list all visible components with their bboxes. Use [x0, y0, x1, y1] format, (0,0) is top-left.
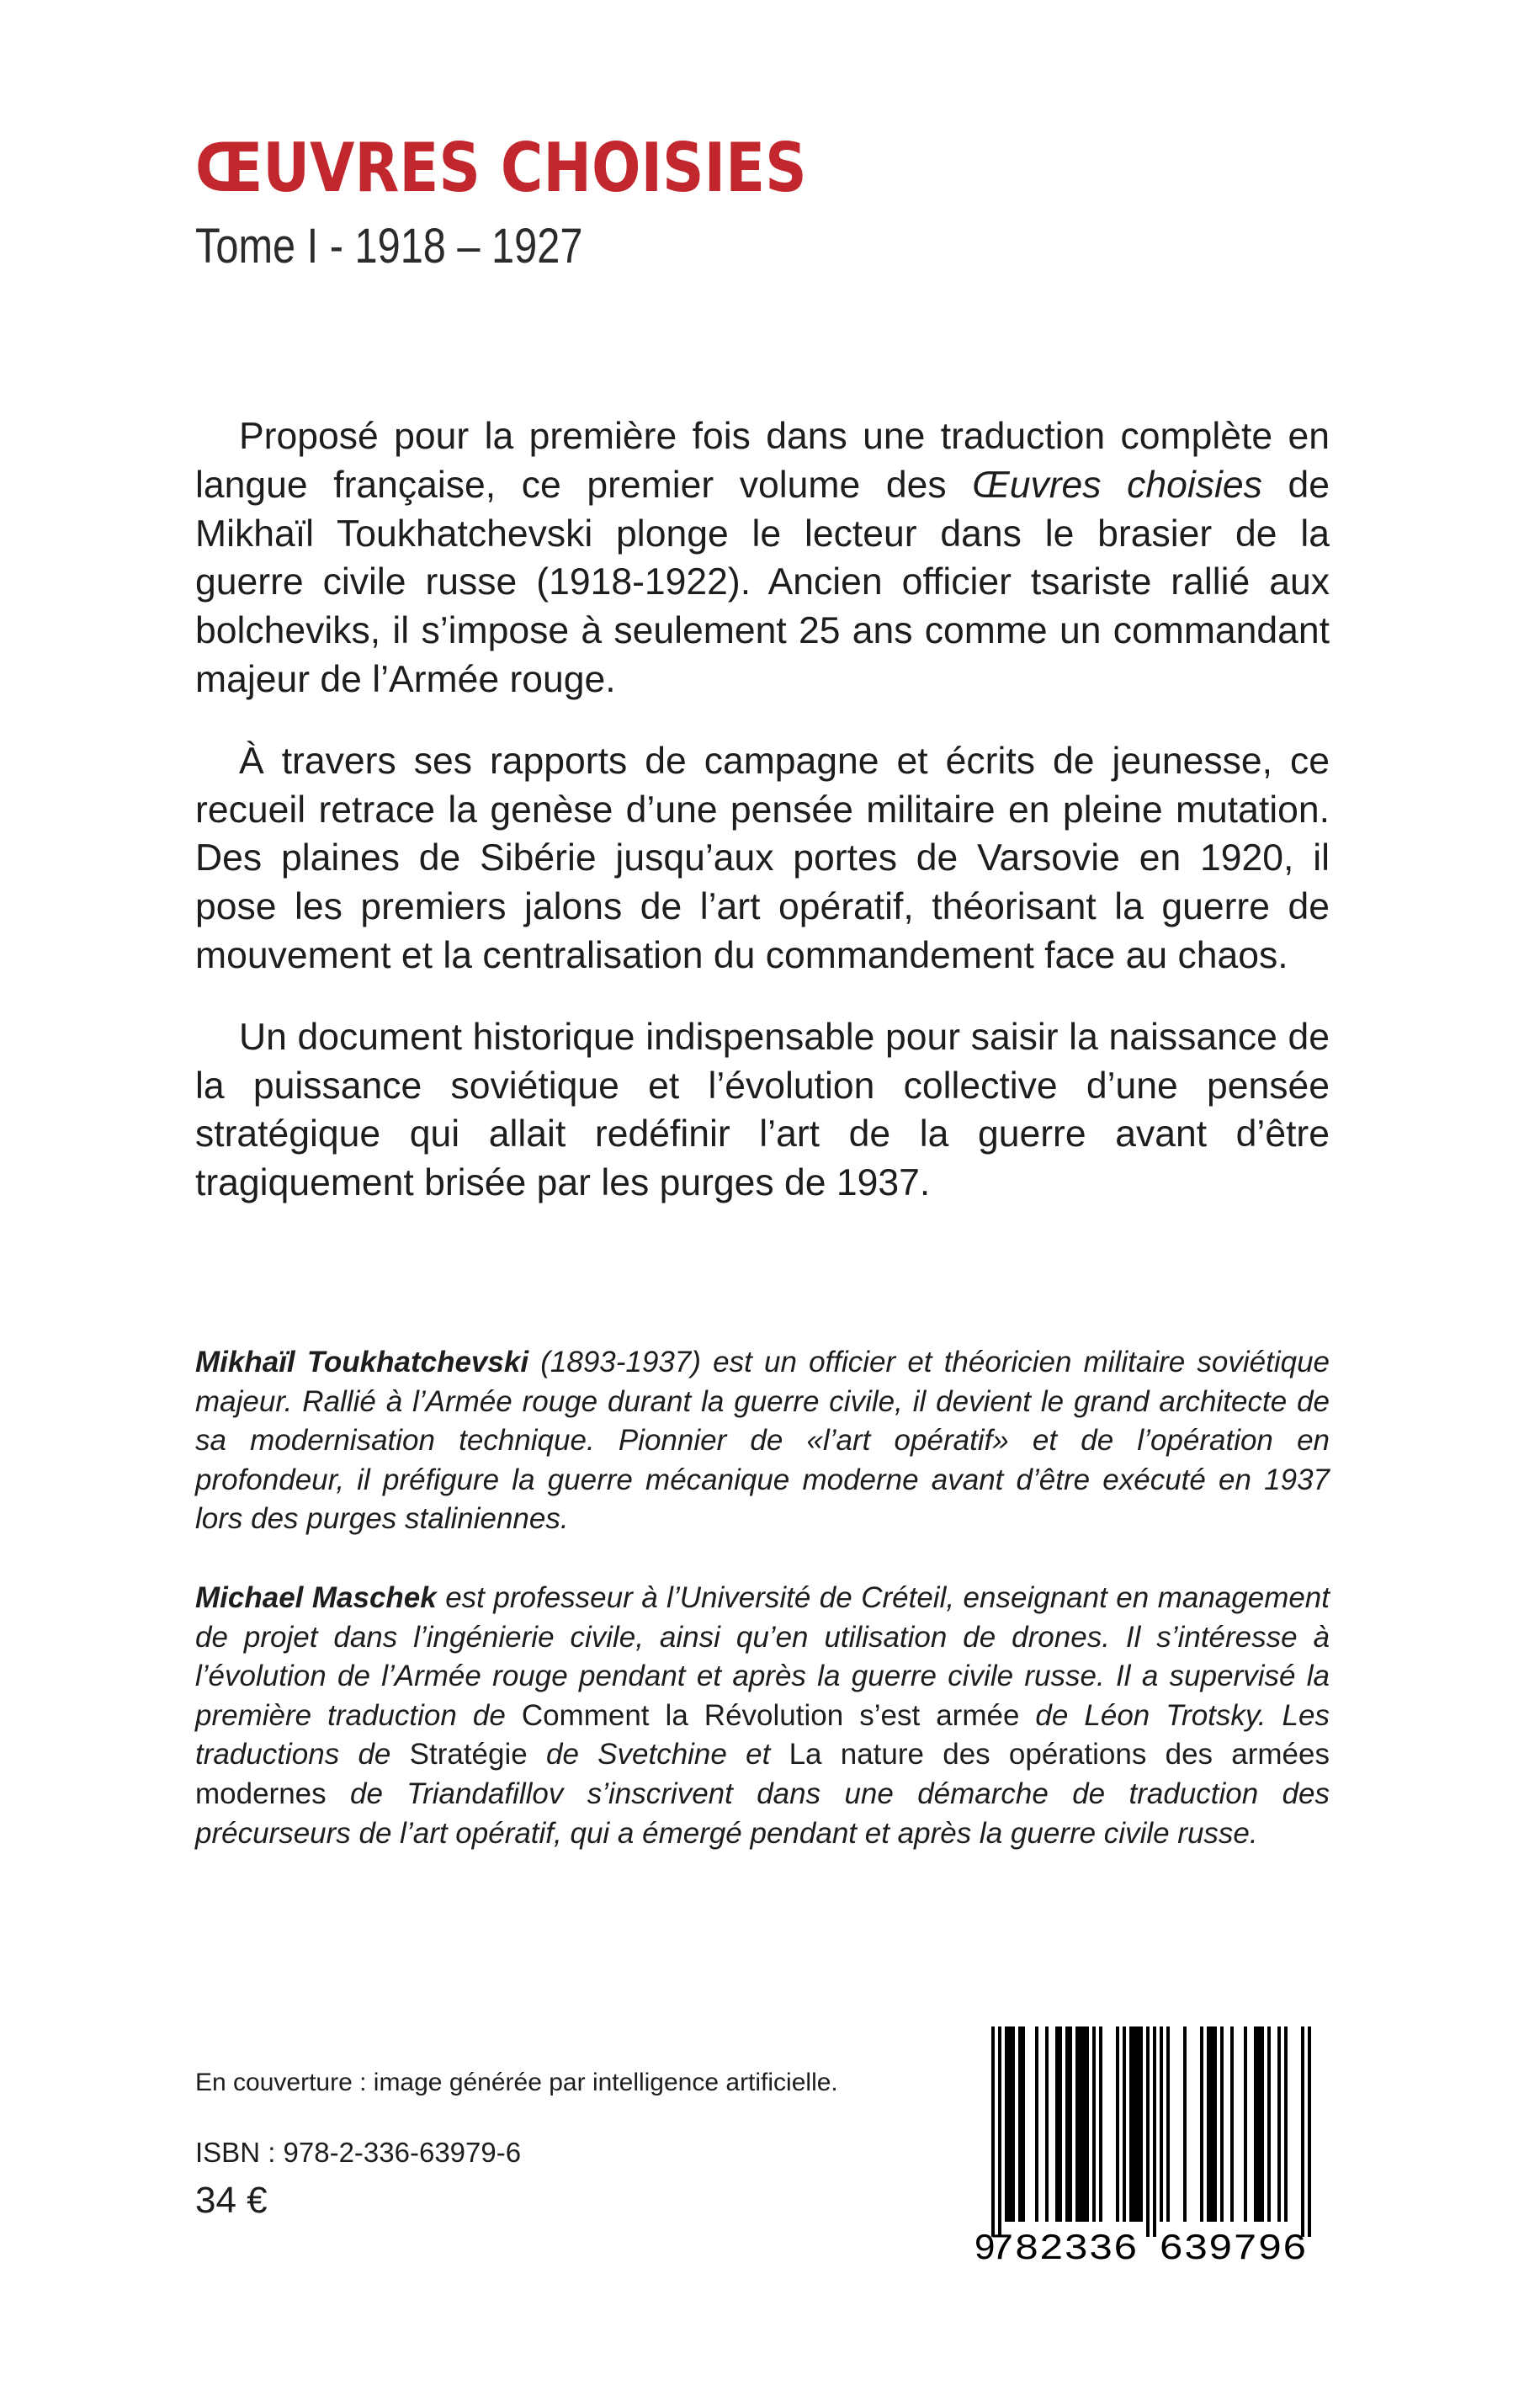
barcode-bar [1139, 2026, 1143, 2222]
barcode-bar [1055, 2026, 1059, 2222]
barcode-bar [998, 2026, 1001, 2237]
barcode-bar [1079, 2026, 1082, 2222]
barcode-bar [1018, 2026, 1022, 2222]
barcode-bar [1254, 2026, 1257, 2222]
barcode-bar [1136, 2026, 1139, 2222]
price: 34 € [195, 2180, 268, 2221]
author-bios [195, 1343, 1330, 1893]
barcode-bar [1082, 2026, 1086, 2222]
barcode-bar [1220, 2026, 1224, 2222]
barcode-bar [1059, 2026, 1062, 2222]
barcode-bar [1277, 2026, 1281, 2222]
barcode-bar [1092, 2026, 1096, 2222]
barcode-first-digit: 9 [974, 2228, 996, 2264]
book-title-italic: Œuvres choisies [972, 464, 1262, 506]
work-title: Stratégie [409, 1738, 528, 1771]
book-subtitle: Tome I - 1918 – 1927 [195, 219, 583, 274]
blurb-paragraph-3: Un document historique indispensable pour saisir la naissance de la puissance soviétique et l’évolution collective d’une pensée stratégique qui allait redéfinir l’art de la guerre avant d’être tragiquement brisée par les purges de 1937. [195, 1016, 1330, 1204]
work-title: Comment la Révolution s’est armée [521, 1698, 1020, 1732]
barcode-bar [1099, 2026, 1102, 2222]
barcode-bar [1129, 2026, 1133, 2222]
translator-name: Michael Maschek [195, 1580, 437, 1614]
author-name: Mikhaïl Toukhatchevski [195, 1346, 529, 1378]
barcode-right-digits: 639796 [1159, 2228, 1307, 2264]
barcode-bar [1213, 2026, 1217, 2222]
barcode-bar [1146, 2026, 1150, 2237]
barcode-bar [1230, 2026, 1234, 2222]
barcode-bar [1069, 2026, 1072, 2222]
barcode-bar [1153, 2026, 1156, 2237]
isbn: ISBN : 978-2-336-63979-6 [195, 2137, 522, 2168]
barcode-bar [1261, 2026, 1264, 2222]
book-title: ŒUVRES CHOISIES [195, 129, 807, 207]
barcode-bar [1200, 2026, 1203, 2222]
blurb-paragraph-2: À travers ses rapports de campagne et écrits de jeunesse, ce recueil retrace la genèse d’une pensée militaire en pleine mutation. Des plaines de Sibérie jusqu’aux portes de Varsovie en 1920, il pose les premiers jalons de l’art opératif, théorisant la guerre de mouvement et la centralisation du commandement face au chaos. [195, 740, 1330, 976]
translator-bio: Michael Maschek est professeur à l’Université de Créteil, enseignant en management de projet dans l’ingénierie civile, ainsi qu’en utilisation de drones. Il s’intéresse à l’évolution de l’Armée rouge pendant et après la guerre civile russe. Il a supervisé la première traduction de Comment la Révolution s’est armée de Léon Trotsky. Les traductions de Stratégie de Svetchine et La nature des opérations des armées modernes de Triandafillov s’inscrivent dans une démarche de traduction des précurseurs de l’art opératif, qui a émergé pendant et après la guerre civile russe. [195, 1580, 1330, 1850]
barcode-bar [1207, 2026, 1210, 2222]
barcode-bar [1116, 2026, 1119, 2222]
barcode-bar [1257, 2026, 1261, 2222]
barcode-bar [1183, 2026, 1187, 2222]
barcode-bar [1045, 2026, 1049, 2222]
barcode-bar [1012, 2026, 1015, 2222]
barcode-bar [1035, 2026, 1038, 2222]
barcode-bar [1166, 2026, 1170, 2222]
barcode-bar [1065, 2026, 1069, 2222]
barcode-bar [1301, 2026, 1304, 2237]
barcode-bar [1244, 2026, 1247, 2222]
barcode-bar [991, 2026, 995, 2237]
barcode-bar [1008, 2026, 1012, 2222]
back-cover-blurb [195, 412, 1330, 1240]
author-bio: Mikhaïl Toukhatchevski (1893-1937) est un officier et théoricien militaire soviétique majeur. Rallié à l’Armée rouge durant la guerre civile, il devient le grand architecte de sa modernisation technique. Pionnier de «l’art opératif» et de l’opération en profondeur, il préfigure la guerre mécanique moderne avant d’être exécuté en 1937 lors des purges staliniennes. [195, 1346, 1330, 1536]
barcode-graphic [966, 2026, 1331, 2264]
barcode-bar [1075, 2026, 1079, 2222]
barcode-bar [1210, 2026, 1213, 2222]
barcode-bar [1160, 2026, 1163, 2222]
barcode-bar [1133, 2026, 1136, 2222]
barcode-bar [1005, 2026, 1008, 2222]
work-title: La nature des opérations des armées modernes [195, 1738, 1330, 1810]
barcode-bar [1308, 2026, 1311, 2237]
cover-credit: En couverture : image générée par intelligence artificielle. [195, 2069, 838, 2096]
blurb-paragraph-1: Proposé pour la première fois dans une traduction complète en langue française, ce premier volume des Œuvres choisies de Mikhaïl Toukhatchevski plonge le lecteur dans le brasier de la guerre civile russe (1918-1922). Ancien officier tsariste rallié aux bolcheviks, il s’impose à seulement 25 ans comme un commandant majeur de l’Armée rouge. [195, 416, 1330, 700]
barcode-bar [1123, 2026, 1126, 2222]
barcode-bar [1284, 2026, 1288, 2222]
barcode-bar [1022, 2026, 1025, 2222]
barcode-bar [1086, 2026, 1089, 2222]
isbn-barcode [966, 2026, 1331, 2264]
barcode-left-digits: 782336 [990, 2228, 1138, 2264]
barcode-bar [1267, 2026, 1271, 2222]
